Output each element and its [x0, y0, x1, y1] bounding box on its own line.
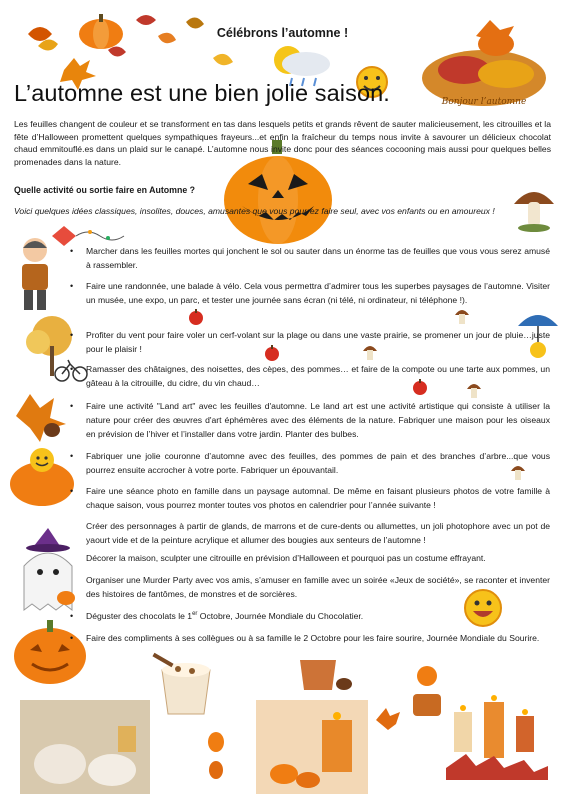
cake-icon	[410, 664, 444, 724]
list-item: Organiser une Murder Party avec vos amis, s’amuser en famille avec un soirée «Jeux de société», se raconter et inventer des histoires de fantômes, de monstres et de sorcières.	[86, 575, 550, 599]
candles-icon	[444, 682, 554, 782]
list-item: • Faire des compliments à ses collègues ou à sa famille le 2 Octobre pour les faire sourire, Journée Mondiale du Sourire.	[70, 633, 540, 643]
boy-icon	[14, 236, 56, 316]
page-heading: L’automne est une bien jolie saison.	[14, 80, 390, 106]
list-item: • Faire une activité "Land art" avec les feuilles d'automne. Le land art est une activité artistique qui consiste à utiliser la nature pour créer des œuvres d'art éphémères avec des éléments de la nature. Fabriquer une maison pour les oiseaux en prévision de l’hiver et l’installer dans votre jardin. Planter des bulbes.	[70, 401, 550, 439]
mushroom-icon	[510, 182, 558, 234]
list-item: • Déguster des chocolats le 1er Octobre, Journée Mondiale du Chocolatier.	[70, 611, 364, 621]
tea-icon	[290, 650, 354, 696]
candle-photo-icon	[256, 700, 368, 794]
smiley-pumpkin-icon	[8, 446, 76, 508]
lantern-icon	[206, 730, 226, 790]
hot-chocolate-icon	[148, 650, 228, 720]
logo-text: Bonjour l’automne	[441, 97, 527, 107]
tree-bicycle-icon	[12, 316, 92, 386]
leaves-chestnut-icon	[10, 386, 70, 442]
list-item: • Ramasser des châtaignes, des noisettes, des cèpes, des pommes… et faire de la compote ou une tarte aux pommes, un gâteau à la citrouille, du cidre, du vin chaud…	[70, 364, 550, 388]
list-item: • Profiter du vent pour faire voler un cerf-volant sur la plage ou dans une vaste prairie, se promener un jour de pluie…juste pour le plaisir !	[70, 330, 550, 354]
ideas-line: Voici quelques idées classiques, insolites, douces, amusantes que vous pourrez faire seul, avec vos enfants ou en amoureux !	[14, 206, 495, 216]
pumpkins-photo-icon	[20, 700, 150, 794]
section-question: Quelle activité ou sortie faire en Automne ?	[14, 185, 196, 195]
apple-icon	[188, 308, 204, 326]
ghost-witch-icon	[16, 526, 80, 612]
list-item: • Fabriquer une jolie couronne d’automne avec des feuilles, des pommes de pain et des branches d’arbre...que vous pourrez ensuite accrocher à votre porte. Fabriquer un épouvantail.	[70, 451, 550, 475]
list-item: Créer des personnages à partir de glands, de marrons et de cure-dents ou allumettes, un joli photophore avec un pot de yaourt vide et de la peinture acrylique et allumer des bougies aux senteurs de l’automne !	[86, 521, 550, 545]
list-item: Décorer la maison, sculpter une citrouille en prévision d’Halloween et pourquoi pas un costume effrayant.	[86, 553, 486, 563]
top-title: Célébrons l’automne !	[216, 26, 349, 40]
list-item: • Faire une randonnée, une balade à vélo. Cela vous permettra d’admirer tous les superbes paysages de l’automne. Visiter un musée, une expo, un parc, et tester une journée sans écran (ni télé, ni ordinateur, ni téléphone !).	[70, 281, 550, 305]
fox-icon	[414, 8, 554, 110]
mushroom-small-icon	[454, 306, 470, 326]
orange-leaf-icon	[374, 706, 402, 732]
list-item: • Marcher dans les feuilles mortes qui jonchent le sol ou sauter dans un énorme tas de feuilles que vous vous serez amusé à rassembler.	[70, 246, 550, 270]
list-item: • Faire une séance photo en famille dans un paysage automnal. De même en faisant plusieurs photos de votre famille à chaque saison, vous pourrez monter toutes vos photos en calendrier pour l’année suivante !	[70, 486, 550, 510]
intro-paragraph: Les feuilles changent de couleur et se transforment en tas dans lesquels petits et grands rêvent de sauter malicieusement, les citrouilles et la fête d’Halloween promettent quelques sympathiques frayeurs...et enfin la fraîcheur du temps nous invite à savourer un délicieux chocolat chaud emmitouflé.es dans un plaid sur le canapé. L’automne nous invite donc pour des séances cocooning mais aussi pour quelques belles promenades dans la nature.	[14, 119, 551, 167]
pumpkin-face-icon	[10, 614, 90, 686]
